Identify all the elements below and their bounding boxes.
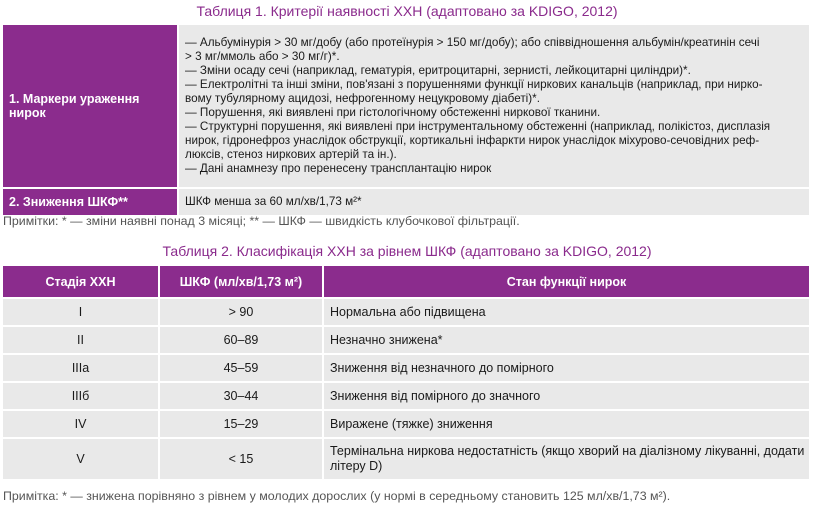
stage-cell: II [3,326,159,354]
criteria-line: люксів, стеноз ниркових артерій та ін.). [185,148,397,162]
table-row [3,354,809,382]
criteria-line: — Порушення, які виявлені при гістологічному обстеженні ниркової тканини. [185,106,601,119]
table-row [3,410,809,438]
stage-cell: IV [3,410,159,438]
criteria-line: — Зміни осаду сечі (наприклад, гематурія, еритроцитарні, зернисті, лейкоцитарні циліндри)*. [185,63,691,77]
header-gfr: ШКФ (мл/хв/1,73 м²) [159,266,323,298]
table1-row-label: 1. Маркери ураження нирок [3,25,178,188]
table-row [3,438,809,480]
criteria-line: — Дані анамнезу про перенесену трансплантацію нирок [185,162,492,176]
gfr-cell: 15–29 [159,410,323,438]
table-row [3,382,809,410]
stage-cell: IIIб [3,382,159,410]
function-cell: Зниження від помірного до значного [323,382,809,410]
gfr-cell: 60–89 [159,326,323,354]
function-cell: Нормальна або підвищена [323,298,809,326]
table2-caption: Таблиця 2. Класифікація ХХН за рівнем ШКФ (адаптовано за KDIGO, 2012) [162,243,652,259]
function-cell: Виражене (тяжке) зниження [323,410,809,438]
gfr-cell: 30–44 [159,382,323,410]
gfr-cell: < 15 [159,438,323,480]
function-cell [323,438,809,480]
table1-row-kidney-damage-markers [3,25,809,188]
stage-cell: I [3,298,159,326]
header-kidney-function: Стан функції нирок [323,266,809,298]
table1-caption: Таблиця 1. Критерії наявності ХХН (адаптовано за KDIGO, 2012) [196,3,618,19]
criteria-line: нирок, гідронефроз унаслідок обструкції, кортикальні інфаркти нирок унаслідок міхурово-сечовідних реф- [185,134,760,148]
table1-row-label: 2. Зниження ШКФ** [3,188,178,216]
function-cell: Незначно знижена* [323,326,809,354]
criteria-line: — Альбумінурія > 30 мг/добу (або протеїнурія > 150 мг/добу); або співвідношення альбумін/креатинін сечі [185,35,760,49]
criteria-line: — Електролітні та інші зміни, пов'язані з порушеннями функції ниркових канальців (наприклад, при нирко- [185,77,763,91]
criteria-line: — Структурні порушення, які виявлені при інструментальному обстеженні (наприклад, полікістоз, дисплазія [185,120,771,134]
table-row [3,298,809,326]
table2-note: Примітка: * — знижена порівняно з рівнем у молодих дорослих (у нормі в середньому становить 125 мл/хв/1,73 м²). [3,489,671,503]
table1-note: Примітки: * — зміни наявні понад 3 місяці; ** — ШКФ — швидкість клубочкової фільтрації. [3,214,520,228]
table2-header-row [3,266,809,298]
table-row [3,326,809,354]
table1-kdigo-criteria [3,25,809,217]
table2-ckd-gfr-classification [3,266,809,481]
criteria-line: > 3 мг/ммоль або > 30 мг/г)*. [185,49,340,63]
table1-row-content: ШКФ менша за 60 мл/хв/1,73 м²* [178,188,809,216]
header-stage: Стадія ХХН [3,266,159,298]
gfr-cell: > 90 [159,298,323,326]
function-cell: Зниження від незначного до помірного [323,354,809,382]
gfr-cell: 45–59 [159,354,323,382]
table1-row-content [178,25,809,188]
criteria-line: вому тубулярному ацидозі, нефрогенному нецукровому діабеті)*. [185,91,540,105]
stage-cell: V [3,438,159,480]
stage-cell: IIIa [3,354,159,382]
table1-row-gfr-decrease [3,188,809,216]
function-cell-text: Термінальна ниркова недостатність (якщо хворий на діалізному лікуванні, додати літеру D) [330,444,805,473]
